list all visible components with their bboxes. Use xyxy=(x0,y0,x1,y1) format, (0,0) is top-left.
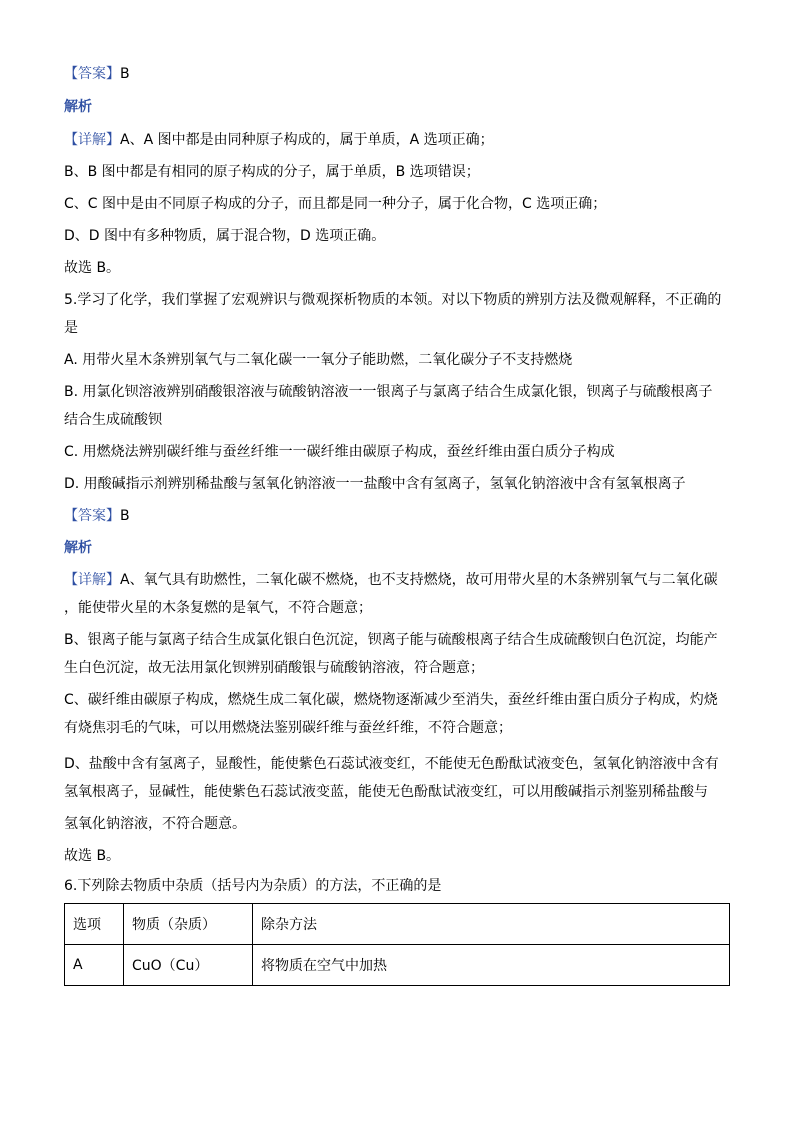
q5-detail-b-line-2: 生白色沉淀，故无法用氯化钡辨别硝酸银与硫酸钠溶液，符合题意； xyxy=(64,660,484,676)
answer-tag: 【答案】 xyxy=(64,508,120,524)
q5-detail-b-line-1: B、银离子能与氯离子结合生成氯化银白色沉淀，钡离子能与硫酸根离子结合生成硫酸钡白色沉淀，均能产 xyxy=(64,632,718,648)
table-header-row xyxy=(65,904,730,945)
answer-tag: 【答案】 xyxy=(64,66,120,82)
q5-answer-line xyxy=(64,506,130,526)
q5-detail-a-line-2: ，能使带火星的木条复燃的是氧气，不符合题意； xyxy=(64,600,372,616)
row-cell-substance: CuO（Cu） xyxy=(124,945,253,986)
q5-option-c: C. 用燃烧法辨别碳纤维与蚕丝纤维一一碳纤维由碳原子构成，蚕丝纤维由蛋白质分子构成 xyxy=(64,444,615,460)
q4-detail-line-d: D、D 图中有多种物质，属于混合物，D 选项正确。 xyxy=(64,228,386,244)
row-cell-option: A xyxy=(65,945,124,986)
q4-answer-line xyxy=(64,64,130,84)
detail-text: A、氧气具有助燃性，二氧化碳不燃烧，也不支持燃烧，故可用带火星的木条辨别氧气与二氧化碳 xyxy=(120,572,718,588)
q6-options-table xyxy=(64,903,730,986)
q5-detail-d-line-2: 氢氧根离子，显碱性，能使紫色石蕊试液变蓝，能使无色酚酞试液变红，可以用酸碱指示剂鉴别稀盐酸与 xyxy=(64,784,708,800)
q5-detail-c-line-2: 有烧焦羽毛的气味，可以用燃烧法鉴别碳纤维与蚕丝纤维，不符合题意； xyxy=(64,720,512,736)
q5-detail-d-line-1: D、盐酸中含有氢离子，显酸性，能使紫色石蕊试液变红，不能使无色酚酞试液变色，氢氧化钠溶液中含有 xyxy=(64,756,719,772)
detail-tag: 【详解】 xyxy=(64,572,120,588)
row-cell-method: 将物质在空气中加热 xyxy=(253,945,730,986)
q5-option-b-line-2: 结合生成硫酸钡 xyxy=(64,412,162,428)
q5-detail-a-line-1 xyxy=(64,570,718,590)
q5-detail-d-line-3: 氢氧化钠溶液，不符合题意。 xyxy=(64,816,246,832)
q4-detail-line-b: B、B 图中都是有相同的原子构成的分子，属于单质，B 选项错误； xyxy=(64,164,480,180)
q5-conclusion: 故选 B。 xyxy=(64,848,121,864)
q4-detail-line-a xyxy=(64,130,494,150)
q5-detail-c-line-1: C、碳纤维由碳原子构成，燃烧生成二氧化碳，燃烧物逐渐减少至消失，蚕丝纤维由蛋白质分子构成，灼烧 xyxy=(64,692,718,708)
q5-option-d: D. 用酸碱指示剂辨别稀盐酸与氢氧化钠溶液一一盐酸中含有氢离子，氢氧化钠溶液中含有氢氧根离子 xyxy=(64,476,686,492)
header-cell-method: 除杂方法 xyxy=(253,904,730,945)
detail-tag: 【详解】 xyxy=(64,132,120,148)
header-cell-substance: 物质（杂质） xyxy=(124,904,253,945)
answer-value: B xyxy=(120,66,130,82)
table-row xyxy=(65,945,730,986)
analysis-heading: 解析 xyxy=(64,99,92,115)
q6-stem: 6.下列除去物质中杂质（括号内为杂质）的方法，不正确的是 xyxy=(64,878,442,894)
q5-stem-line-2: 是 xyxy=(64,320,78,336)
detail-text: A、A 图中都是由同种原子构成的，属于单质，A 选项正确； xyxy=(120,132,494,148)
header-cell-option: 选项 xyxy=(65,904,124,945)
analysis-heading: 解析 xyxy=(64,540,92,556)
q5-option-b-line-1: B. 用氯化钡溶液辨别硝酸银溶液与硫酸钠溶液一一银离子与氯离子结合生成氯化银，钡离子与硫酸根离子 xyxy=(64,384,713,400)
answer-value: B xyxy=(120,508,130,524)
q5-stem-line-1: 5.学习了化学，我们掌握了宏观辨识与微观探析物质的本领。对以下物质的辨别方法及微观解释，不正确的 xyxy=(64,292,722,308)
q5-option-a: A. 用带火星木条辨别氧气与二氧化碳一一氧分子能助燃，二氧化碳分子不支持燃烧 xyxy=(64,352,573,368)
q4-conclusion: 故选 B。 xyxy=(64,260,121,276)
q4-detail-line-c: C、C 图中是由不同原子构成的分子，而且都是同一种分子，属于化合物，C 选项正确； xyxy=(64,196,607,212)
